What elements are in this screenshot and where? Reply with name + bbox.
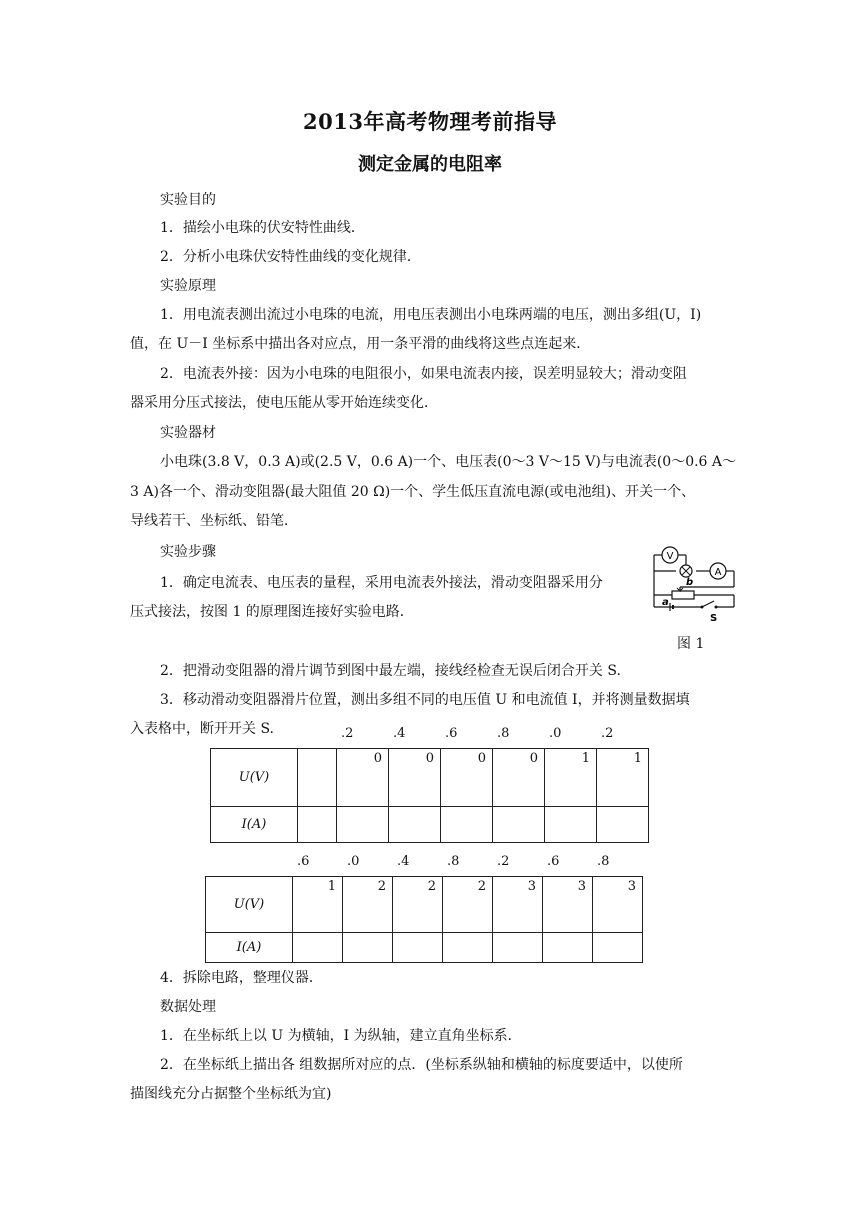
table-cell: 1 .2: [597, 749, 649, 807]
voltmeter-label: V: [666, 551, 674, 562]
section-heading-principle: 实验原理: [160, 278, 216, 294]
table-cell: [337, 807, 389, 843]
principle-item-1-line-2: 值，在 U－I 坐标系中描出各对应点，用一条平滑的曲线将这些点连起来．: [130, 336, 591, 352]
table-cell: [543, 933, 593, 963]
table-cell: [389, 807, 441, 843]
data-item-1: 1．在坐标纸上以 U 为横轴，I 为纵轴，建立直角坐标系．: [160, 1028, 522, 1044]
table-row-i: [211, 807, 649, 843]
table-cell: [293, 933, 343, 963]
principle-item-2-line-2: 器采用分压式接法，使电压能从零开始连续变化．: [130, 395, 438, 411]
figure-caption: 图 1: [677, 636, 705, 652]
rheostat-symbol: [672, 591, 694, 599]
table-cell: [298, 807, 337, 843]
table-row-i: [206, 933, 643, 963]
table-header-u: U(V): [211, 749, 298, 807]
section-heading-data: 数据处理: [160, 999, 216, 1015]
step-4: 4．拆除电路，整理仪器．: [160, 970, 323, 986]
equipment-line-2: 3 A)各一个、滑动变阻器(最大阻值 20 Ω)一个、学生低压直流电源(或电池组)、开关一个、: [130, 484, 696, 500]
table-cell: 2 .8: [443, 877, 493, 933]
table-cell: 1 .0: [545, 749, 597, 807]
step-1-line-2: 压式接法，按图 1 的原理图连接好实验电路．: [130, 604, 414, 620]
page-title: 2013年高考物理考前指导: [303, 109, 557, 134]
purpose-item-1: 1．描绘小电珠的伏安特性曲线．: [160, 220, 365, 236]
table-cell: [393, 933, 443, 963]
data-item-2-line-2: 描图线充分占据整个坐标纸为宜): [130, 1086, 332, 1102]
table-cell: 0 .6: [441, 749, 493, 807]
section-heading-equipment: 实验器材: [160, 425, 216, 441]
step-1-line-1: 1．确定电流表、电压表的量程，采用电流表外接法，滑动变阻器采用分: [160, 575, 603, 591]
page-subtitle: 测定金属的电阻率: [358, 154, 502, 175]
table-cell: 0 .2: [337, 749, 389, 807]
table-cell: [298, 749, 337, 807]
table-cell: 1 .6: [293, 877, 343, 933]
table-header-i: I(A): [211, 807, 298, 843]
table-cell: [493, 933, 543, 963]
table-cell: [545, 807, 597, 843]
table-cell: 2 .0: [343, 877, 393, 933]
table-cell: 3 .8: [593, 877, 643, 933]
equipment-line-1: 小电珠(3.8 V，0.3 A)或(2.5 V，0.6 A)一个、电压表(0～3 V～15 V)与电流表(0～0.6 A～: [160, 454, 737, 470]
switch-symbol: [702, 601, 714, 607]
table-cell: 2 .4: [393, 877, 443, 933]
step-3-line-1: 3．移动滑动变阻器滑片位置，测出多组不同的电压值 U 和电流值 I，并将测量数据填: [160, 692, 690, 708]
table-cell: [493, 807, 545, 843]
data-item-2-line-1: 2．在坐标纸上描出各 组数据所对应的点．(坐标系纵轴和横轴的标度要适中，以使所: [160, 1057, 683, 1073]
step-3-line-2: 入表格中，断开开关 S.: [130, 721, 274, 737]
data-table-2: [205, 854, 643, 963]
table-cell: [593, 933, 643, 963]
terminal-a-label: a: [662, 597, 669, 608]
ammeter-label: A: [714, 567, 722, 578]
table-header-u: U(V): [206, 877, 293, 933]
data-table-1: [210, 726, 649, 843]
section-heading-steps: 实验步骤: [160, 544, 216, 560]
switch-label: S: [710, 613, 718, 624]
equipment-line-3: 导线若干、坐标纸、铅笔．: [130, 513, 298, 529]
purpose-item-2: 2．分析小电珠伏安特性曲线的变化规律．: [160, 249, 421, 265]
table-cell: 3 .6: [543, 877, 593, 933]
table-header-i: I(A): [206, 933, 293, 963]
table-cell: [597, 807, 649, 843]
section-heading-purpose: 实验目的: [160, 192, 216, 208]
table-row-u: [206, 877, 643, 933]
step-2: 2．把滑动变阻器的滑片调节到图中最左端，接线经检查无误后闭合开关 S.: [160, 663, 621, 679]
table-cell: 3 .2: [493, 877, 543, 933]
table-cell: 0 .8: [493, 749, 545, 807]
table-cell: [343, 933, 393, 963]
principle-item-1-line-1: 1．用电流表测出流过小电珠的电流，用电压表测出小电珠两端的电压，测出多组(U，I): [160, 307, 702, 323]
table-cell: 0 .4: [389, 749, 441, 807]
table-cell: [443, 933, 493, 963]
principle-item-2-line-1: 2．电流表外接：因为小电珠的电阻很小，如果电流表内接，误差明显较大；滑动变阻: [160, 366, 687, 382]
terminal-b-label: b: [686, 577, 694, 588]
circuit-diagram: [646, 543, 738, 625]
table-cell: [441, 807, 493, 843]
table-row-u: [211, 749, 649, 807]
